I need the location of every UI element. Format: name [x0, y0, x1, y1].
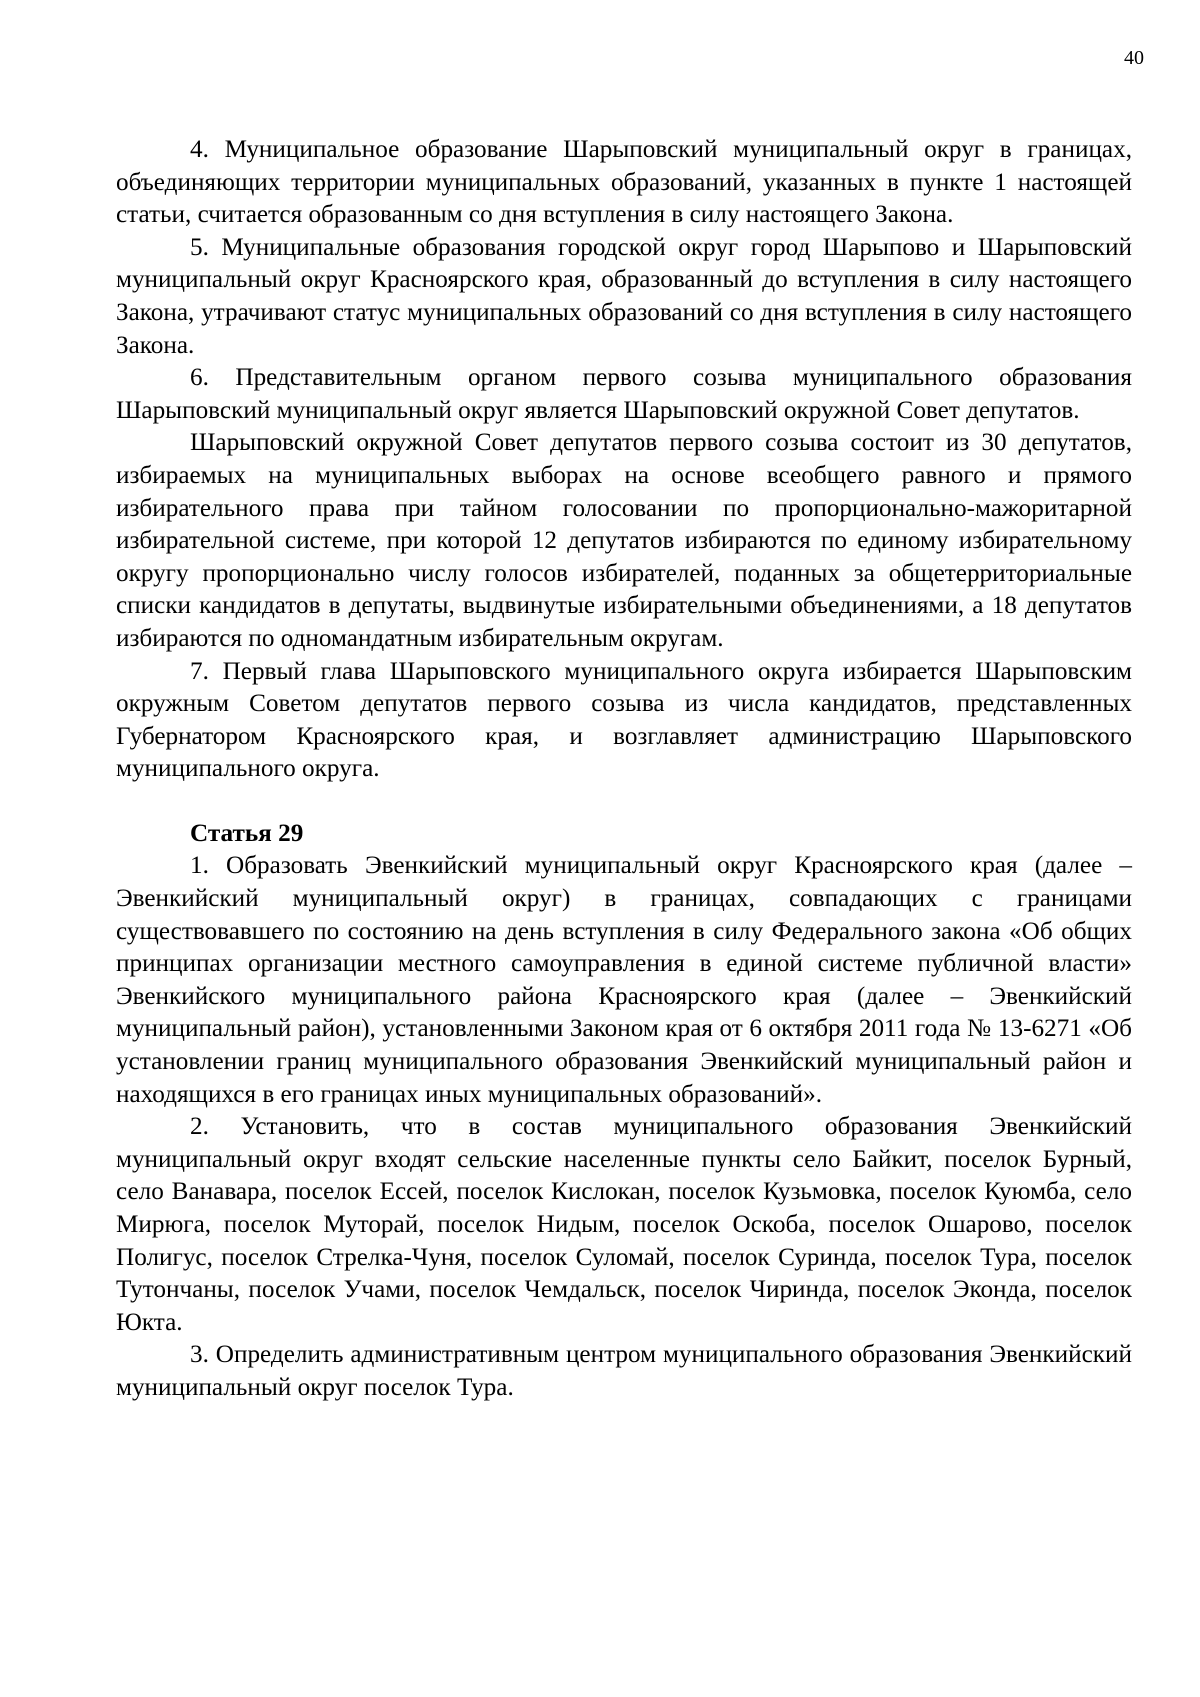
- paragraph-7: 7. Первый глава Шарыповского муниципального округа избирается Шарыповским окружным Советом депутатов первого созыва из числа кандидатов, представленных Губернатором Красноярского края, и возглавляет администрацию Шарыповского муниципального округа.: [116, 657, 1132, 783]
- page-number: 40: [1124, 47, 1144, 69]
- article-29-paragraph-1: 1. Образовать Эвенкийский муниципальный округ Красноярского края (далее – Эвенкийский муниципальный округ) в границах, совпадающих с границами существовавшего по состоянию на день вступления в силу Федерального закона «Об общих принципах организации местного самоуправления в единой системе публичной власти» Эвенкийского муниципального района Красноярского края (далее – Эвенкийский муниципальный район), установленными Законом края от 6 октября 2011 года № 13-6271 «Об установлении границ муниципального образования Эвенкийский муниципальный район и находящихся в его границах иных муниципальных образований».: [116, 852, 1132, 1108]
- paragraph-5: 5. Муниципальные образования городской округ город Шарыпово и Шарыповский муниципальный округ Красноярского края, образованный до вступления в силу настоящего Закона, утрачивают статус муниципальных образований со дня вступления в силу настоящего Закона.: [116, 233, 1132, 359]
- paragraph-6: 6. Представительным органом первого созыва муниципального образования Шарыповский муниципальный округ является Шарыповский окружной Совет депутатов.: [116, 364, 1132, 424]
- document-body: [116, 134, 1132, 1405]
- article-29-paragraph-3: 3. Определить административным центром муниципального образования Эвенкийский муниципальный округ поселок Тура.: [116, 1341, 1132, 1401]
- paragraph-4: 4. Муниципальное образование Шарыповский муниципальный округ в границах, объединяющих территории муниципальных образований, указанных в пункте 1 настоящей статьи, считается образованным со дня вступления в силу настоящего Закона.: [116, 136, 1132, 229]
- article-heading: Статья 29: [190, 819, 304, 847]
- paragraph-6-continued: Шарыповский окружной Совет депутатов первого созыва состоит из 30 депутатов, избираемых на муниципальных выборах на основе всеобщего равного и прямого избирательного права при тайном голосовании по пропорционально-мажоритарной избирательной системе, при которой 12 депутатов избираются по единому избирательному округу пропорционально числу голосов избирателей, поданных за общетерриториальные списки кандидатов в депутаты, выдвинутые избирательными объединениями, а 18 депутатов избираются по одномандатным избирательным округам.: [116, 429, 1132, 652]
- article-29-paragraph-2: 2. Установить, что в состав муниципального образования Эвенкийский муниципальный округ входят сельские населенные пункты село Байкит, поселок Бурный, село Ванавара, поселок Ессей, поселок Кислокан, поселок Кузьмовка, поселок Куюмба, село Мирюга, поселок Муторай, поселок Нидым, поселок Оскоба, поселок Ошарово, поселок Полигус, поселок Стрелка-Чуня, поселок Суломай, поселок Суринда, поселок Тура, поселок Тутончаны, поселок Учами, поселок Чемдальск, поселок Чиринда, поселок Эконда, поселок Юкта.: [116, 1113, 1132, 1336]
